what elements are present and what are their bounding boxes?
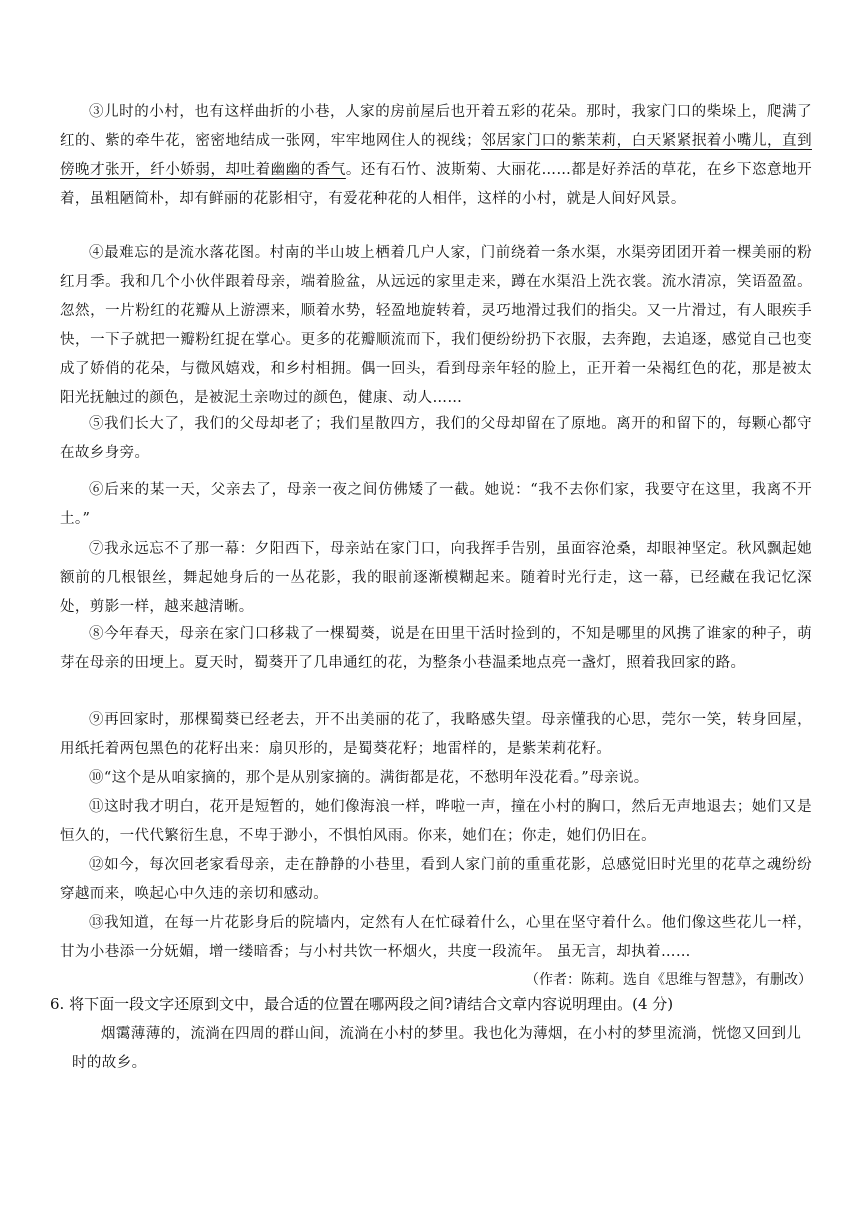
question-6: 6. 将下面一段文字还原到文中，最合适的位置在哪两段之间?请结合文章内容说明理由。(4 分) [50, 995, 674, 1013]
paragraph-5: ⑤我们长大了，我们的父母却老了；我们星散四方，我们的父母却留在了原地。离开的和留下的，每颗心都守在故乡身旁。 [60, 416, 812, 461]
paragraph-7: ⑦我永远忘不了那一幕：夕阳西下，母亲站在家门口，向我挥手告别，虽面容沧桑，却眼神坚定。秋风飘起她额前的几根银丝，舞起她身后的一丛花影，我的眼前逐渐模糊起来。随着时光行走，这一幕，已经藏在我记忆深处，剪影一样，越来越清晰。 [60, 541, 812, 615]
underlined-sentence: 邻居家门口的紫茉莉，白天紧紧抿着小嘴儿，直到傍晚才张开，纤小娇弱，却吐着幽幽的香气 [60, 133, 812, 178]
paragraph-3-text-before: ③儿时的小村，也有这样曲折的小巷，人家的房前屋后也开着五彩的花朵。那时，我家门口的柴垛上，爬满了红的、紫的牵牛花，密密地结成一张网，牢牢地网住人的视线； [60, 104, 812, 149]
paragraph-8: ⑧今年春天，母亲在家门口移栽了一棵蜀葵，说是在田里干活时捡到的，不知是哪里的风携了谁家的种子，萌芽在母亲的田埂上。夏天时，蜀葵开了几串通红的花，为整条小巷温柔地点亮一盏灯，照着我回家的路。 [60, 626, 812, 671]
paragraph-13: ⑬我知道，在每一片花影身后的院墙内，定然有人在忙碌着什么，心里在坚守着什么。他们像这些花儿一样，甘为小巷添一分妩媚，增一缕暗香；与小村共饮一杯烟火，共度一段流年。 虽无言，却执着…… [60, 915, 812, 960]
paragraph-9: ⑨再回家时，那棵蜀葵已经老去，开不出美丽的花了，我略感失望。母亲懂我的心思，莞尔一笑，转身回屋，用纸托着两包黑色的花籽出来：扇贝形的，是蜀葵花籽；地雷样的，是紫茉莉花籽。 [60, 712, 812, 757]
paragraph-11: ⑪这时我才明白，花开是短暂的，她们像海浪一样，哗啦一声，撞在小村的胸口，然后无声地退去；她们又是恒久的，一代代繁衍生息，不卑于渺小，不惧怕风雨。你来，她们在；你走，她们仍旧在。 [60, 799, 812, 844]
paragraph-10: ⑩“这个是从咱家摘的，那个是从别家摘的。满街都是花，不愁明年没花看。”母亲说。 [89, 770, 649, 786]
paragraph-3-text-after: 。还有石竹、波斯菊、大丽花……都是好养活的草花，在乡下恣意地开着，虽粗陋简朴，却有鲜丽的花影相守，有爱花种花的人相伴，这样的小村，就是人间好风景。 [60, 162, 812, 207]
paragraph-4: ④最难忘的是流水落花图。村南的半山坡上栖着几户人家，门前绕着一条水渠，水渠旁团团开着一棵美丽的粉红月季。我和几个小伙伴跟着母亲，端着脸盆，从远远的家里走来，蹲在水渠沿上洗衣裳。流水清凉，笑语盈盈。忽然，一片粉红的花瓣从上游漂来，顺着水势，轻盈地旋转着，灵巧地滑过我们的指尖。又一片滑过，有人眼疾手快，一下子就把一瓣粉红捉在掌心。更多的花瓣顺流而下，我们便纷纷扔下衣服，去奔跑，去追逐，感觉自己也变成了娇俏的花朵，与微风嬉戏，和乡村相拥。偶一回头，看到母亲年轻的脸上，正开着一朵褐红色的花，那是被太阳光抚触过的颜色，是被泥土亲吻过的颜色，健康、动人…… [60, 245, 812, 406]
question-quote: 烟霭薄薄的，流淌在四周的群山间，流淌在小村的梦里。我也化为薄烟，在小村的梦里流淌，恍惚又回到儿时的故乡。 [72, 1026, 802, 1071]
source-attribution: （作者：陈莉。选自《思维与智慧》，有删改） [525, 972, 812, 988]
paragraph-6: ⑥后来的某一天，父亲去了，母亲一夜之间仿佛矮了一截。她说：“我不去你们家，我要守在这里，我离不开土。” [60, 482, 812, 527]
paragraph-12: ⑫如今，每次回老家看母亲，走在静静的小巷里，看到人家门前的重重花影，总感觉旧时光里的花草之魂纷纷穿越而来，唤起心中久违的亲切和感动。 [60, 857, 812, 902]
paragraph-3 [60, 98, 812, 214]
